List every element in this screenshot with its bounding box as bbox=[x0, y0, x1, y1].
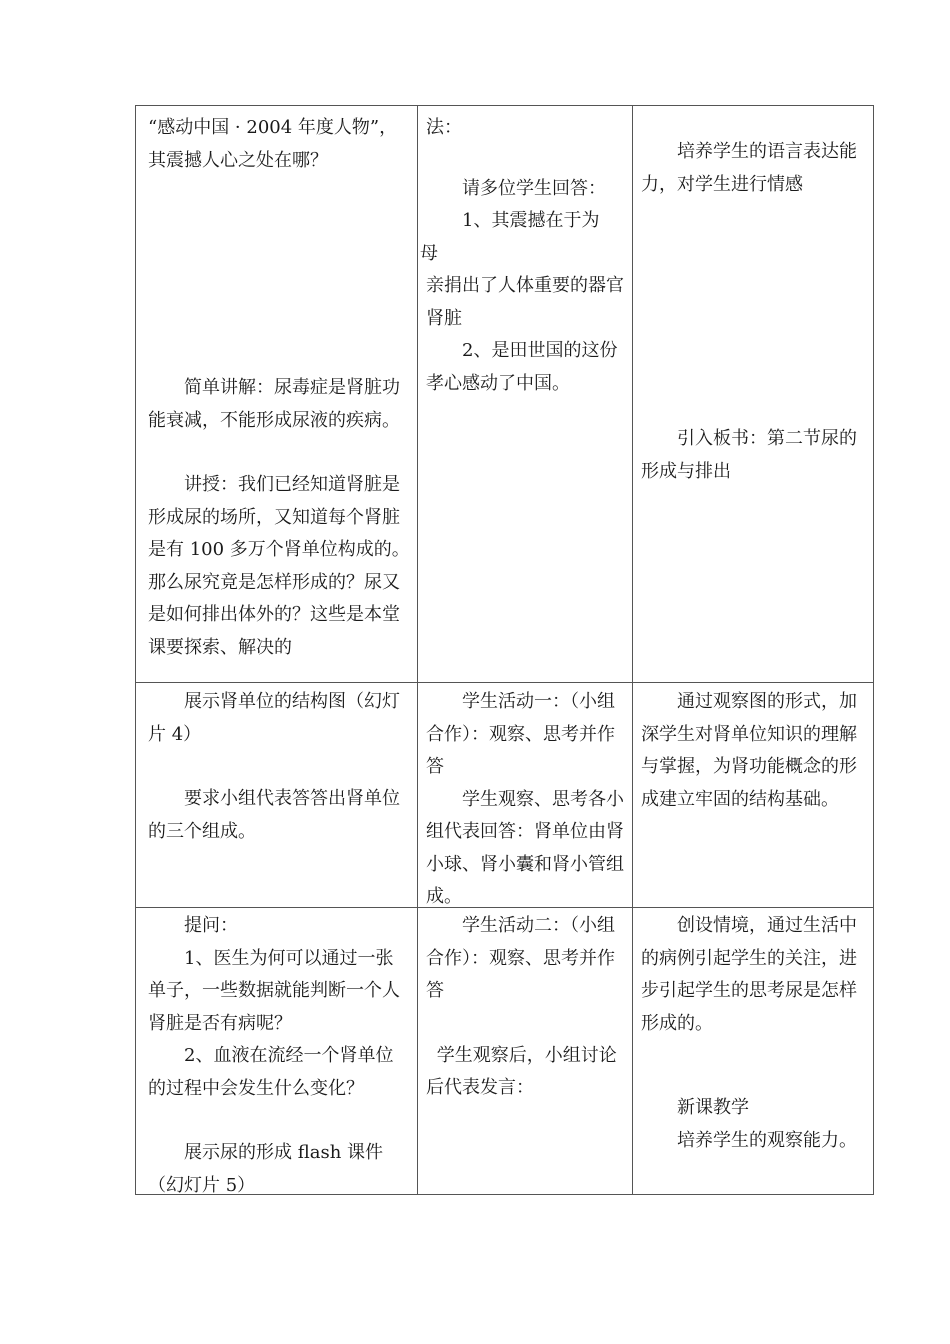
row2-student-cell bbox=[426, 686, 626, 907]
explanation-text: 简单讲解：尿毒症是肾脏功能衰减，不能形成尿液的疾病。 bbox=[148, 377, 400, 431]
question-2: 2、血液在流经一个肾单位的过程中会发生什么变化？ bbox=[148, 1045, 394, 1099]
quote-line: “感动中国 · 2004 年度人物”， bbox=[148, 117, 398, 138]
board-note: 引入板书：第二节尿的形成与排出 bbox=[641, 428, 857, 482]
lecture-text: 讲授：我们已经知道肾脏是形成尿的场所，又知道每个肾脏是有 100 多万个肾单位构成的。那么尿究竟是怎样形成的？尿又是如何排出体外的？这些是本堂课要探索、解决的 bbox=[148, 474, 410, 658]
answer-1: 1、其震撼在于为 bbox=[462, 210, 600, 231]
row1-teacher-cell bbox=[148, 112, 410, 682]
purpose-text: 通过观察图的形式，加深学生对肾单位知识的理解与掌握，为肾功能概念的形成建立牢固的结构基础。 bbox=[641, 691, 857, 810]
row2-teacher-cell bbox=[148, 686, 410, 904]
observation-skill-text: 培养学生的观察能力。 bbox=[677, 1129, 857, 1151]
student-answer-intro: 请多位学生回答： bbox=[462, 177, 606, 199]
answer-1-wrap: 母 bbox=[420, 242, 438, 264]
method-fragment: 法： bbox=[426, 117, 462, 138]
question-line: 其震撼人心之处在哪？ bbox=[148, 149, 328, 171]
row-divider bbox=[136, 682, 873, 683]
column-divider bbox=[417, 106, 418, 1194]
row3-teacher-cell bbox=[148, 910, 410, 1194]
purpose-text: 创设情境，通过生活中的病例引起学生的关注，进步引起学生的思考尿是怎样形成的。 bbox=[641, 915, 857, 1034]
activity-1-text: 学生活动一：（小组合作）：观察、思考并作答 bbox=[426, 691, 615, 777]
discussion-text: 学生观察后，小组讨论后代表发言： bbox=[426, 1044, 617, 1098]
question-label: 提问： bbox=[184, 915, 238, 936]
row2-purpose-cell bbox=[641, 686, 869, 904]
show-structure-text: 展示肾单位的结构图（幻灯片 4） bbox=[148, 691, 400, 745]
column-divider bbox=[632, 106, 633, 1194]
answer-2: 2、是田世国的这份孝心感动了中国。 bbox=[426, 340, 618, 394]
purpose-text: 培养学生的语言表达能力，对学生进行情感 bbox=[641, 141, 857, 195]
row3-student-cell bbox=[426, 910, 626, 1194]
question-1: 1、医生为何可以通过一张单子，一些数据就能判断一个人肾脏是否有病呢？ bbox=[148, 947, 400, 1034]
group-answer-text: 要求小组代表答答出肾单位的三个组成。 bbox=[148, 788, 400, 842]
row1-purpose-cell bbox=[641, 136, 869, 676]
activity-2-text: 学生活动二：（小组合作）：观察、思考并作答 bbox=[426, 915, 615, 1001]
new-lesson-label: 新课教学 bbox=[677, 1097, 749, 1118]
row1-student-cell bbox=[420, 112, 626, 682]
answer-1-rest: 亲捐出了人体重要的器官肾脏 bbox=[426, 275, 624, 329]
lesson-plan-table bbox=[135, 105, 874, 1195]
slide-reference: （幻灯片 5） bbox=[148, 1174, 256, 1196]
flash-courseware-text: 展示尿的形成 flash 课件 bbox=[184, 1142, 384, 1163]
activity-1-answer: 学生观察、思考各小组代表回答：肾单位由肾小球、肾小囊和肾小管组成。 bbox=[426, 788, 624, 907]
row3-purpose-cell bbox=[641, 910, 869, 1194]
